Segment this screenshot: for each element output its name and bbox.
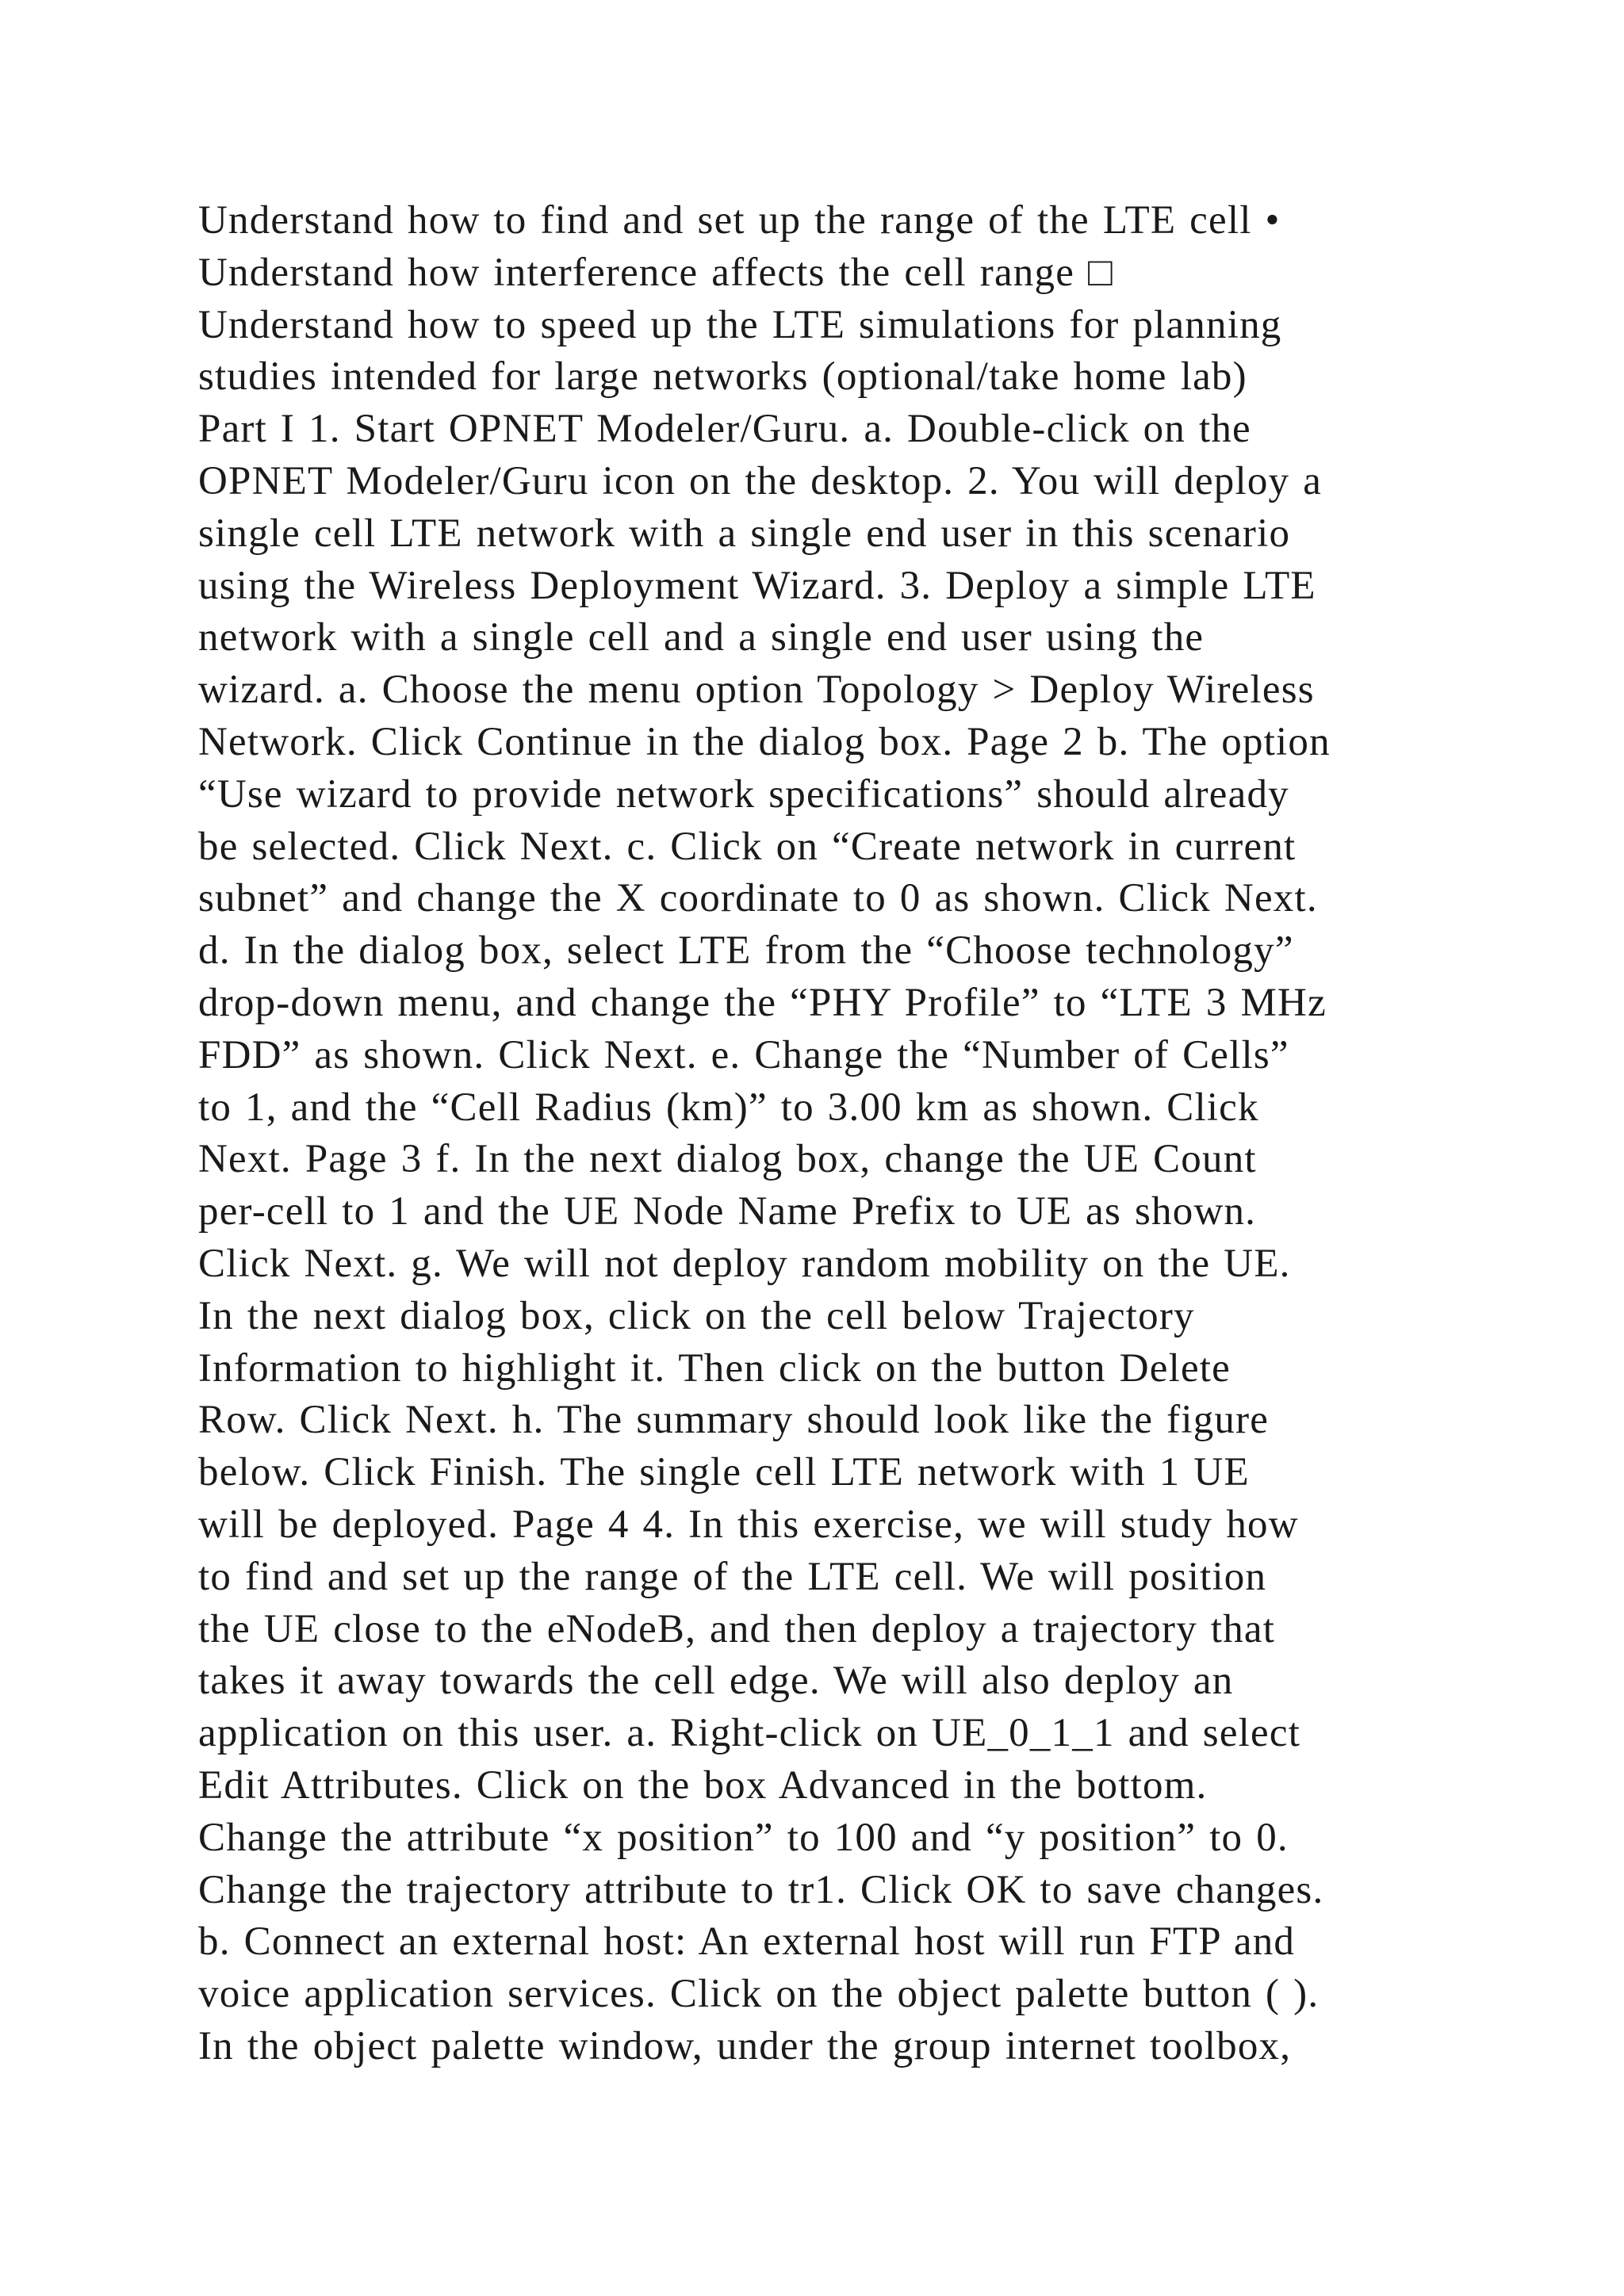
text-line: In the object palette window, under the group internet toolbox, — [198, 2023, 1292, 2068]
text-line: Information to highlight it. Then click on the button Delete — [198, 1345, 1231, 1391]
text-line: be selected. Click Next. c. Click on “Create network in current — [198, 824, 1297, 869]
text-line: to find and set up the range of the LTE cell. We will position — [198, 1554, 1267, 1599]
text-line: Understand how to speed up the LTE simulations for planning — [198, 302, 1282, 347]
text-line: Network. Click Continue in the dialog box. Page 2 b. The option — [198, 719, 1331, 764]
text-line: Edit Attributes. Click on the box Advanced in the bottom. — [198, 1762, 1208, 1808]
text-line: network with a single cell and a single end user using the — [198, 615, 1205, 660]
text-line: b. Connect an external host: An external host will run FTP and — [198, 1919, 1296, 1965]
text-line: Change the attribute “x position” to 100 and “y position” to 0. — [198, 1815, 1289, 1860]
text-line: drop-down menu, and change the “PHY Profile” to “LTE 3 MHz — [198, 980, 1327, 1025]
text-line: Understand how to find and set up the range of the LTE cell • — [198, 198, 1281, 243]
text-line: using the Wireless Deployment Wizard. 3. Deploy a simple LTE — [198, 563, 1316, 608]
text-line: Part I 1. Start OPNET Modeler/Guru. a. Double-click on the — [198, 407, 1251, 452]
text-line: voice application services. Click on the object palette button ( ). — [198, 1972, 1320, 2017]
text-line: subnet” and change the X coordinate to 0 as shown. Click Next. — [198, 876, 1318, 921]
text-line: single cell LTE network with a single end user in this scenario — [198, 511, 1291, 556]
text-line: takes it away towards the cell edge. We will also deploy an — [198, 1659, 1234, 1704]
text-line: Change the trajectory attribute to tr1. Click OK to save changes. — [198, 1867, 1324, 1912]
text-line: will be deployed. Page 4 4. In this exercise, we will study how — [198, 1502, 1299, 1547]
document-body — [198, 195, 1483, 2073]
text-line: Next. Page 3 f. In the next dialog box, change the UE Count — [198, 1137, 1257, 1182]
text-line: application on this user. a. Right-click on UE_0_1_1 and select — [198, 1711, 1301, 1756]
text-line: OPNET Modeler/Guru icon on the desktop. 2. You will deploy a — [198, 458, 1323, 503]
text-line: “Use wizard to provide network specifications” should already — [198, 771, 1289, 817]
text-line: FDD” as shown. Click Next. e. Change the “Number of Cells” — [198, 1032, 1289, 1077]
text-line: studies intended for large networks (optional/take home lab) — [198, 354, 1247, 400]
text-line: Click Next. g. We will not deploy random mobility on the UE. — [198, 1241, 1291, 1286]
text-line: Row. Click Next. h. The summary should look like the figure — [198, 1398, 1270, 1443]
text-line: wizard. a. Choose the menu option Topology > Deploy Wireless — [198, 668, 1315, 713]
text-line: below. Click Finish. The single cell LTE network with 1 UE — [198, 1450, 1250, 1495]
text-line: per-cell to 1 and the UE Node Name Prefix to UE as shown. — [198, 1189, 1257, 1234]
text-line: In the next dialog box, click on the cell below Trajectory — [198, 1293, 1195, 1338]
text-line: Understand how interference affects the cell range □ — [198, 250, 1114, 295]
text-line: d. In the dialog box, select LTE from the “Choose technology” — [198, 928, 1294, 974]
text-line: to 1, and the “Cell Radius (km)” to 3.00 km as shown. Click — [198, 1085, 1259, 1130]
text-line: the UE close to the eNodeB, and then deploy a trajectory that — [198, 1606, 1276, 1651]
